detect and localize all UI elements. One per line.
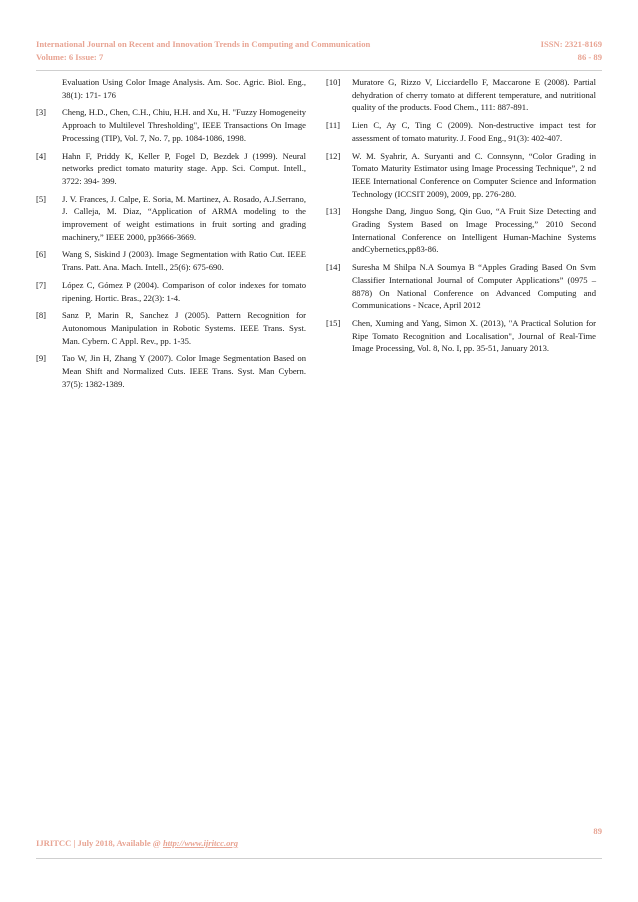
reference-continuation: Evaluation Using Color Image Analysis. Am. Soc. Agric. Biol. Eng., 38(1): 171- 176	[62, 77, 306, 100]
running-header	[36, 38, 602, 64]
reference-text: Lien C, Ay C, Ting C (2009). Non-destructive impact test for assessment of tomato maturity. J. Food Eng., 91(3): 402-407.	[352, 120, 596, 143]
reference-number: [9]	[36, 353, 47, 364]
reference-item	[36, 279, 306, 304]
reference-item	[326, 317, 596, 355]
reference-item	[36, 150, 306, 188]
right-column	[326, 76, 596, 360]
reference-text: Wang S, Siskind J (2003). Image Segmentation with Ratio Cut. IEEE Trans. Patt. Ana. Mach. Intell., 25(6): 675-690.	[62, 249, 306, 273]
reference-item	[326, 76, 596, 114]
reference-text: Chen, Xuming and Yang, Simon X. (2013), "A Practical Solution for Ripe Tomato Recognition and Localisation", Journal of Real-Time Image Processing, Vol. 8, No. I, pp. 35-51, January 2013.	[352, 317, 596, 354]
issn: ISSN: 2321-8169	[540, 39, 602, 49]
reference-number: [11]	[326, 120, 340, 131]
reference-text: Hongshe Dang, Jinguo Song, Qin Guo, “A Fruit Size Detecting and Grading System Based on Image Processing,” 2010 Second International Conference on Intelligent Human-Machine Systems andCybernetics,pp83-86.	[352, 206, 596, 255]
reference-number: [5]	[36, 193, 47, 204]
reference-number: [15]	[326, 317, 341, 328]
journal-link[interactable]: http://www.ijritcc.org	[162, 838, 239, 848]
reference-item	[36, 193, 306, 244]
left-column	[36, 76, 306, 395]
reference-number: [8]	[36, 310, 47, 321]
footer-rule	[36, 858, 602, 859]
reference-item	[36, 248, 306, 273]
reference-item	[326, 261, 596, 312]
reference-number: [12]	[326, 150, 341, 161]
reference-number: [13]	[326, 206, 341, 217]
reference-item	[36, 106, 306, 144]
reference-item	[326, 119, 596, 144]
reference-text: López C, Gómez P (2004). Comparison of color indexes for tomato ripening. Hortic. Bras., 22(3): 1-4.	[62, 279, 306, 303]
reference-number: [3]	[36, 107, 47, 118]
reference-number: [4]	[36, 150, 47, 161]
page-number: 89	[593, 826, 602, 836]
reference-text: Muratore G, Rizzo V, Licciardello F, Maccarone E (2008). Partial dehydration of cherry tomato at different temperature, and nutritional quality of the products. Food Chem., 111: 887-891.	[352, 77, 596, 113]
reference-number: [10]	[326, 77, 341, 87]
reference-number: [6]	[36, 249, 47, 260]
page-range: 86 - 89	[577, 52, 602, 62]
reference-text: Hahn F, Priddy K, Keller P, Fogel D, Bezdek J (1999). Neural networks predict tomato maturity stage. App. Sci. Comput. Intell., 3722: 394- 399.	[62, 150, 306, 186]
reference-text: Sanz P, Marin R, Sanchez J (2005). Pattern Recognition for Autonomous Manipulation in Robotic Systems. IEEE Trans. Syst. Man. Cybern. C Appl. Rev., pp. 1-35.	[62, 310, 306, 346]
journal-title: International Journal on Recent and Innovation Trends in Computing and Communication	[36, 39, 371, 49]
volume-issue: Volume: 6 Issue: 7	[36, 52, 104, 62]
reference-item	[36, 309, 306, 347]
reference-text: Tao W, Jin H, Zhang Y (2007). Color Image Segmentation Based on Mean Shift and Normalized Cuts. IEEE Trans. Syst. Man Cybern. 37(5): 1382-1389.	[62, 353, 306, 389]
reference-text: Cheng, H.D., Chen, C.H., Chiu, H.H. and Xu, H. "Fuzzy Homogeneity Approach to Multilevel Thresholding", IEEE Transactions On Image Processing (TIP), Vol. 7, No. 7, pp. 1084-1086, 1998.	[62, 107, 306, 143]
reference-text: Suresha M Shilpa N.A Soumya B “Apples Grading Based On Svm Classifier International Journal of Computer Applications” (0975 – 8878) On National Conference on Advanced Computing and Communications - Ncace, April 2012	[352, 262, 596, 311]
reference-item	[326, 205, 596, 256]
reference-text: W. M. Syahrir, A. Suryanti and C. Connsynn, “Color Grading in Tomato Maturity Estimator using Image Processing Technique”, 2 nd IEEE International Conference on Computer Science and Information Technology (ICCSIT 2009), 2009, pp. 276-280.	[352, 150, 596, 199]
footer-text: IJRITCC | July 2018, Available @	[36, 838, 163, 848]
header-rule	[36, 70, 602, 71]
reference-text: J. V. Frances, J. Calpe, E. Soria, M. Martinez, A. Rosado, A.J.Serrano, J. Calleja, M. Diaz, “Application of ARMA modeling to the improvement of weight estimations in fruit sorting and grading machinery,” IEEE 2000, pp3666-3669.	[62, 193, 306, 242]
reference-number: [7]	[36, 279, 47, 290]
reference-number: [14]	[326, 262, 341, 273]
reference-item	[326, 150, 596, 201]
footer	[36, 838, 238, 848]
reference-item	[36, 352, 306, 390]
